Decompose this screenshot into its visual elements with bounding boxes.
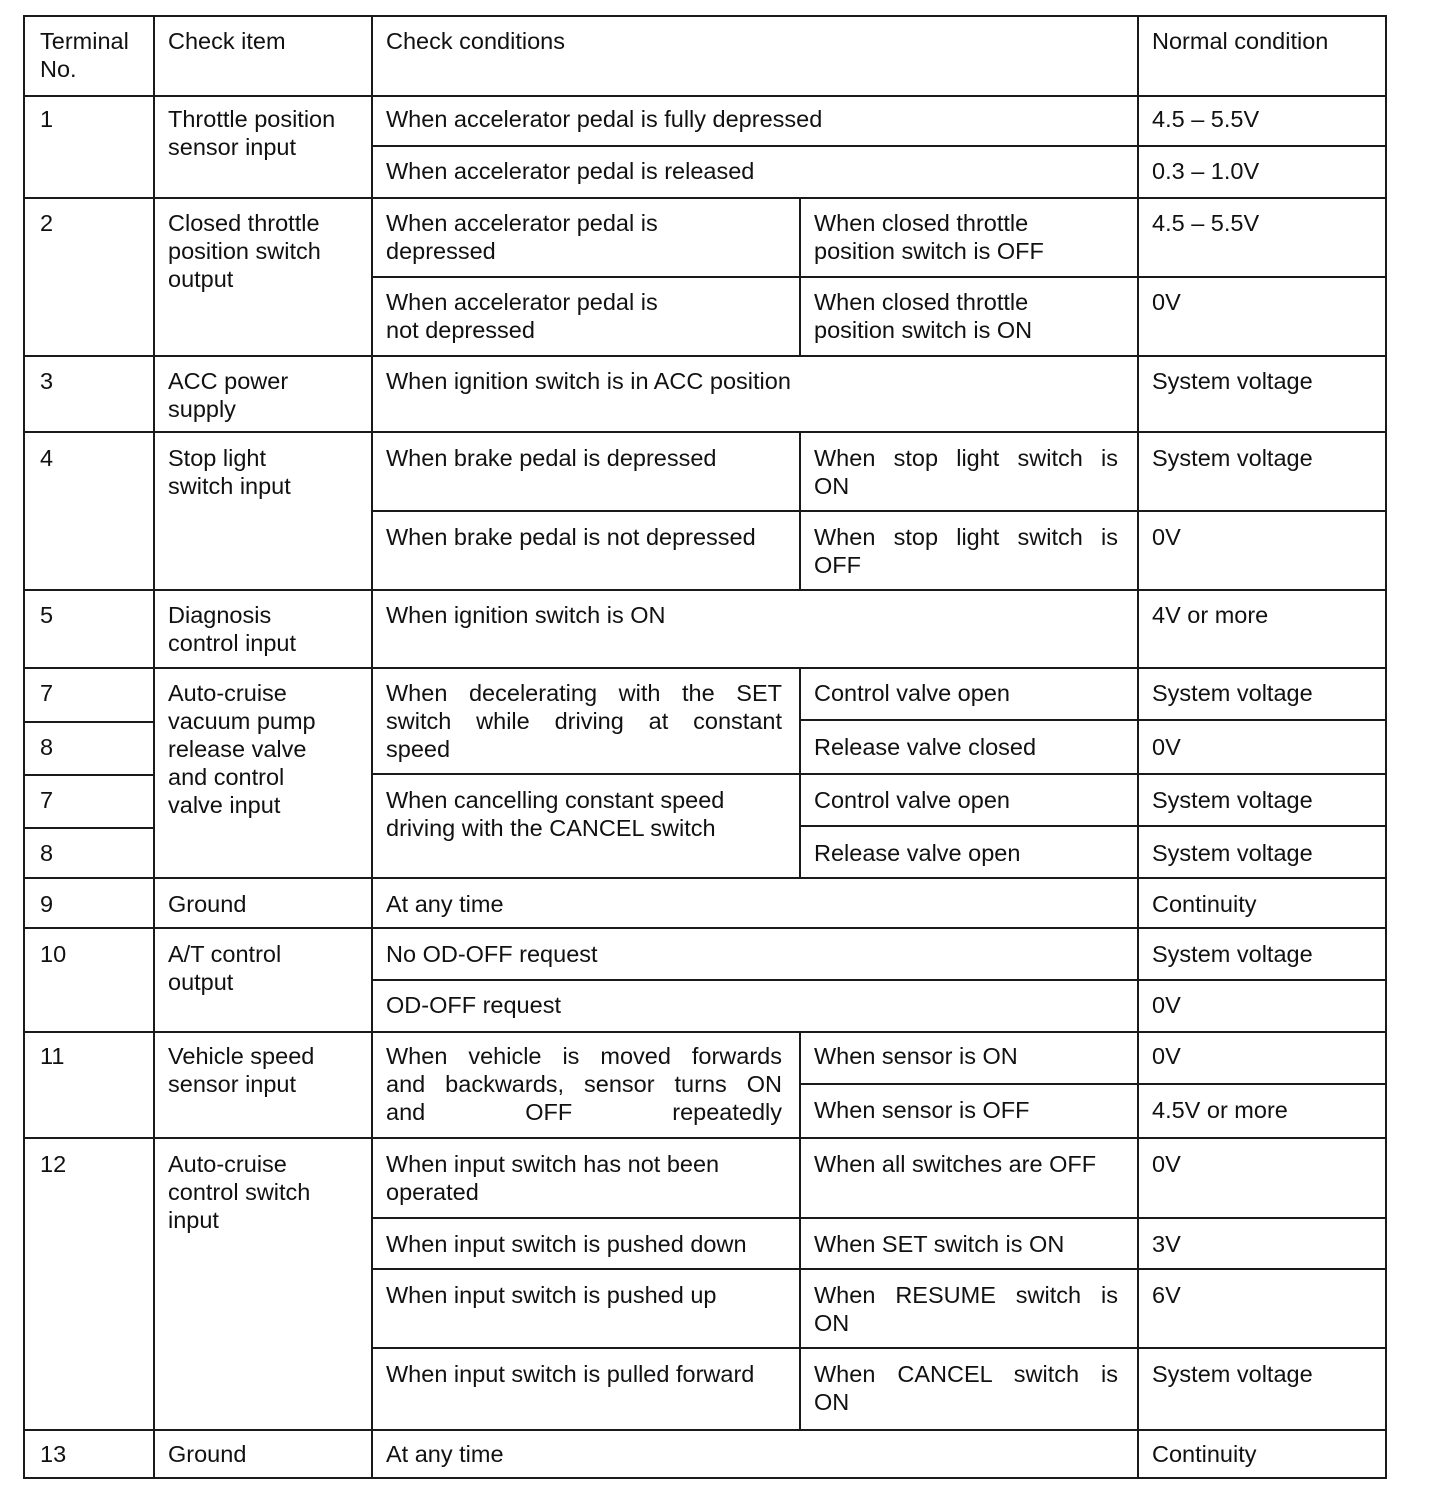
terminal-number: 7 xyxy=(40,680,54,706)
normal-condition: System voltage xyxy=(1152,368,1313,394)
check-condition: No OD-OFF request xyxy=(386,941,598,967)
normal-condition: 0V xyxy=(1152,1043,1181,1069)
check-condition: When input switch has not been operated xyxy=(386,1151,720,1205)
check-condition: When accelerator pedal is fully depressed xyxy=(386,106,823,132)
check-condition-detail: Control valve open xyxy=(814,787,1010,813)
check-condition-detail: When RESUME switch is ON xyxy=(814,1282,1118,1336)
normal-condition: 4.5 – 5.5V xyxy=(1152,210,1260,236)
check-condition: When accelerator pedal is depressed xyxy=(386,210,658,264)
normal-condition: System voltage xyxy=(1152,445,1313,471)
normal-condition: 6V xyxy=(1152,1282,1181,1308)
normal-condition: Continuity xyxy=(1152,1441,1257,1467)
check-condition: When decelerating with the SET switch while driving at constant speed xyxy=(386,680,782,762)
normal-condition: System voltage xyxy=(1152,941,1313,967)
check-item: ACC power supply xyxy=(168,368,289,422)
check-condition-detail: Control valve open xyxy=(814,680,1010,706)
check-item: Diagnosis control input xyxy=(168,602,297,656)
check-condition-detail: Release valve open xyxy=(814,840,1021,866)
check-item: Throttle position sensor input xyxy=(168,106,336,160)
check-condition: At any time xyxy=(386,1441,504,1467)
terminal-number: 7 xyxy=(40,787,54,813)
check-item: Ground xyxy=(168,891,247,917)
normal-condition: 0V xyxy=(1152,1151,1181,1177)
normal-condition: System voltage xyxy=(1152,1361,1313,1387)
check-condition-detail: When closed throttle position switch is OFF xyxy=(814,210,1044,264)
terminal-number: 1 xyxy=(40,106,54,132)
normal-condition: Continuity xyxy=(1152,891,1257,917)
normal-condition: 0.3 – 1.0V xyxy=(1152,158,1260,184)
terminal-number: 13 xyxy=(40,1441,67,1467)
check-condition-detail: When SET switch is ON xyxy=(814,1231,1065,1257)
normal-condition: 4V or more xyxy=(1152,602,1269,628)
check-item: Stop light switch input xyxy=(168,445,291,499)
normal-condition: 3V xyxy=(1152,1231,1181,1257)
header-normal-condition: Normal condition xyxy=(1152,28,1329,54)
terminal-number: 8 xyxy=(40,734,54,760)
check-item: Closed throttle position switch output xyxy=(168,210,321,292)
check-condition: When ignition switch is ON xyxy=(386,602,666,628)
check-condition: When vehicle is moved forwards and backwards, sensor turns ON and OFF repeatedly xyxy=(386,1043,782,1125)
check-item: Vehicle speed sensor input xyxy=(168,1043,315,1097)
normal-condition: System voltage xyxy=(1152,787,1313,813)
terminal-number: 8 xyxy=(40,840,54,866)
terminal-number: 9 xyxy=(40,891,54,917)
check-condition: At any time xyxy=(386,891,504,917)
check-condition-detail: When stop light switch is ON xyxy=(814,445,1118,499)
normal-condition: System voltage xyxy=(1152,680,1313,706)
terminal-number: 12 xyxy=(40,1151,67,1177)
check-item: Auto-cruise control switch input xyxy=(168,1151,311,1233)
normal-condition: 0V xyxy=(1152,734,1181,760)
header-check-conditions: Check conditions xyxy=(386,28,565,54)
check-condition-detail: When stop light switch is OFF xyxy=(814,524,1118,578)
check-condition: When ignition switch is in ACC position xyxy=(386,368,791,394)
normal-condition: 0V xyxy=(1152,289,1181,315)
terminal-number: 10 xyxy=(40,941,67,967)
terminal-number: 5 xyxy=(40,602,54,628)
check-item: A/T control output xyxy=(168,941,282,995)
normal-condition: 4.5 – 5.5V xyxy=(1152,106,1260,132)
header-terminal-no: Terminal No. xyxy=(40,28,129,82)
check-item: Auto-cruise vacuum pump release valve and control valve input xyxy=(168,680,316,818)
check-item: Ground xyxy=(168,1441,247,1467)
header-check-item: Check item xyxy=(168,28,286,54)
check-condition-detail: When sensor is OFF xyxy=(814,1097,1030,1123)
check-condition: When cancelling constant speed driving with the CANCEL switch xyxy=(386,787,725,841)
normal-condition: 0V xyxy=(1152,992,1181,1018)
check-condition-detail: Release valve closed xyxy=(814,734,1037,760)
normal-condition: 4.5V or more xyxy=(1152,1097,1288,1123)
check-condition-detail: When all switches are OFF xyxy=(814,1151,1097,1177)
check-condition-detail: When CANCEL switch is ON xyxy=(814,1361,1118,1415)
check-condition-detail: When sensor is ON xyxy=(814,1043,1018,1069)
check-condition: When accelerator pedal is released xyxy=(386,158,755,184)
terminal-number: 11 xyxy=(40,1043,65,1069)
check-condition: When input switch is pulled forward xyxy=(386,1361,755,1387)
check-condition: When brake pedal is depressed xyxy=(386,445,717,471)
terminal-number: 3 xyxy=(40,368,54,394)
terminal-number: 4 xyxy=(40,445,54,471)
check-condition: When accelerator pedal is not depressed xyxy=(386,289,658,343)
terminal-number: 2 xyxy=(40,210,54,236)
normal-condition: 0V xyxy=(1152,524,1181,550)
check-condition-detail: When closed throttle position switch is ON xyxy=(814,289,1033,343)
normal-condition: System voltage xyxy=(1152,840,1313,866)
check-condition: When brake pedal is not depressed xyxy=(386,524,756,550)
check-condition: When input switch is pushed up xyxy=(386,1282,717,1308)
check-condition: OD-OFF request xyxy=(386,992,561,1018)
check-condition: When input switch is pushed down xyxy=(386,1231,747,1257)
